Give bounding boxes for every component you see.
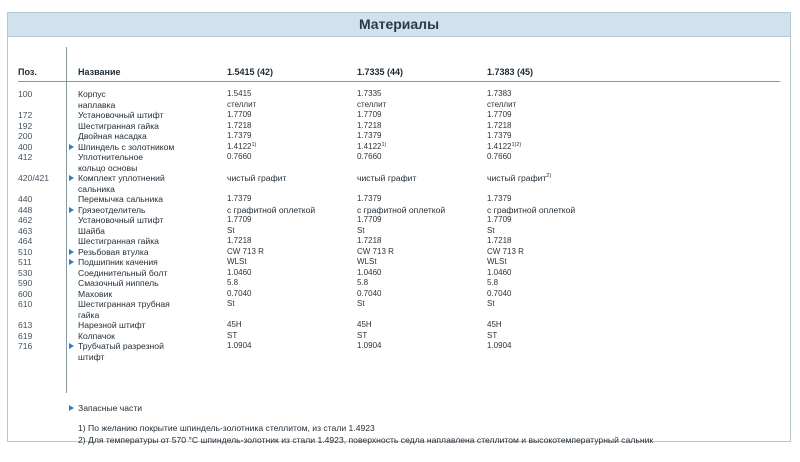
- row-v2: 45H: [357, 320, 372, 329]
- row-v2: 1.7218: [357, 236, 382, 245]
- row-name: Установочный штифт: [78, 215, 164, 225]
- row-v3: 1.0904: [487, 341, 512, 350]
- table-row: [8, 142, 790, 153]
- spare-part-arrow-icon: [69, 207, 74, 213]
- row-name: Маховик: [78, 288, 113, 299]
- row-position: 462: [18, 215, 33, 225]
- row-v2: 1.7709: [357, 110, 382, 119]
- row-name: Шестигранная гайка: [78, 236, 159, 246]
- row-v1: 1.7709: [227, 215, 252, 224]
- row-v3: CW 713 R: [487, 246, 524, 256]
- row-v3: St: [487, 225, 495, 235]
- spare-part-arrow-icon: [69, 249, 74, 255]
- row-v3: 1.7709: [487, 215, 512, 224]
- row-name: Двойная насадка: [78, 131, 147, 141]
- row-name: Соединительный болт: [78, 267, 168, 278]
- row-v1: St: [227, 299, 235, 308]
- row-v2: 1.7335 стеллит: [357, 89, 387, 109]
- row-name: Резьбовая втулка: [78, 246, 149, 257]
- row-name: Колпачок: [78, 330, 115, 341]
- row-position: 530: [18, 267, 33, 278]
- row-v1: CW 713 R: [227, 246, 264, 256]
- row-v1: чистый графит: [227, 173, 287, 183]
- row-name: Корпус наплавка: [78, 89, 116, 110]
- table-row: [8, 341, 790, 362]
- spare-part-arrow-icon: [69, 405, 74, 411]
- row-position: 511: [18, 257, 32, 267]
- row-v2: CW 713 R: [357, 246, 394, 256]
- row-v3: 1.7383 стеллит: [487, 89, 517, 109]
- table-row: [8, 289, 790, 300]
- row-position: 464: [18, 236, 33, 246]
- row-v3: 1.7218: [487, 120, 512, 130]
- table-row: [8, 173, 790, 194]
- row-position: 440: [18, 194, 33, 204]
- row-position: 716: [18, 341, 33, 351]
- row-v2: 0.7040: [357, 288, 382, 298]
- row-v3: WLSt: [487, 257, 507, 266]
- spare-part-arrow-icon: [69, 175, 74, 181]
- table-row: [8, 152, 790, 173]
- header-divider: [18, 81, 780, 82]
- table-row: [8, 331, 790, 342]
- table-row: [8, 110, 790, 121]
- spare-part-arrow-icon: [69, 144, 74, 150]
- row-v1: ST: [227, 330, 238, 340]
- table-row: [8, 121, 790, 132]
- row-v2: 1.0460: [357, 267, 382, 277]
- row-v2: 1.7379: [357, 194, 382, 203]
- table-row: [8, 247, 790, 258]
- row-v3: 0.7040: [487, 288, 512, 298]
- page-title: Материалы: [8, 13, 790, 37]
- row-v1: 1.0904: [227, 341, 252, 350]
- row-v1: 1.7379: [227, 194, 252, 203]
- row-position: 200: [18, 131, 33, 141]
- row-name: Установочный штифт: [78, 110, 164, 120]
- table-row: [8, 215, 790, 226]
- row-name: Шестигранная трубная гайка: [78, 299, 170, 320]
- row-v1: 0.7660: [227, 152, 252, 161]
- row-position: 400: [18, 141, 33, 152]
- table-row: [8, 226, 790, 237]
- row-position: 192: [18, 120, 33, 131]
- row-position: 463: [18, 225, 33, 236]
- row-v3: 1.7218: [487, 236, 512, 245]
- spare-part-arrow-icon: [69, 259, 74, 265]
- row-v1: 5.8: [227, 278, 239, 287]
- row-v3: 5.8: [487, 278, 499, 287]
- row-v3: с графитной оплеткой: [487, 204, 576, 215]
- row-v1: St: [227, 225, 235, 235]
- footnote-1: 1) По желанию покрытие шпиндель-золотника стеллитом, из стали 1.4923: [78, 423, 375, 433]
- row-v1: 0.7040: [227, 288, 252, 298]
- row-v1: 1.7218: [227, 120, 252, 130]
- row-v3: 1.7709: [487, 110, 512, 119]
- row-v2: чистый графит: [357, 173, 417, 183]
- legend-label: Запасные части: [78, 403, 143, 413]
- row-v3: 1.0460: [487, 267, 512, 277]
- row-position: 590: [18, 278, 33, 288]
- row-position: 610: [18, 299, 33, 309]
- row-v2: с графитной оплеткой: [357, 204, 446, 215]
- header-pos: Поз.: [18, 67, 37, 77]
- row-position: 600: [18, 288, 33, 299]
- row-name: Шестигранная гайка: [78, 120, 159, 131]
- row-v2: WLSt: [357, 257, 377, 266]
- row-v3: 45H: [487, 320, 502, 329]
- spare-part-arrow-icon: [69, 343, 74, 349]
- row-name: Нарезной штифт: [78, 320, 146, 330]
- row-position: 100: [18, 89, 33, 99]
- materials-table: [8, 89, 790, 362]
- row-v2: 1.7218: [357, 120, 382, 130]
- row-v1: 1.5415 стеллит: [227, 89, 257, 109]
- header-col2: 1.7335 (44): [357, 67, 404, 77]
- table-row: [8, 131, 790, 142]
- row-v2: 0.7660: [357, 152, 382, 161]
- table-row: [8, 194, 790, 205]
- row-v1: 1.7709: [227, 110, 252, 119]
- row-position: 412: [18, 152, 33, 162]
- row-name: Перемычка сальника: [78, 194, 164, 204]
- row-name: Трубчатый разрезной штифт: [78, 341, 164, 362]
- table-row: [8, 257, 790, 268]
- row-position: 613: [18, 320, 33, 330]
- row-position: 448: [18, 204, 33, 215]
- row-v3: $1.4122^{1)2)}$: [487, 141, 522, 151]
- row-name: Уплотнительное кольцо основы: [78, 152, 144, 173]
- table-row: [8, 278, 790, 289]
- table-row: [8, 268, 790, 279]
- row-v1: 1.7379: [227, 131, 252, 140]
- row-name: Шпиндель с золотником: [78, 141, 175, 152]
- table-row: [8, 320, 790, 331]
- row-v1: 1.7218: [227, 236, 252, 245]
- row-position: 172: [18, 110, 33, 120]
- row-v3: 1.7379: [487, 131, 512, 140]
- row-v2: 1.0904: [357, 341, 382, 350]
- table-row: [8, 89, 790, 110]
- row-v2: 1.4122$^{1)}$: [357, 141, 387, 151]
- row-position: 420/421: [18, 173, 50, 183]
- footnote-2: 2) Для температуры от 570 °C шпиндель-золотник из стали 1.4923, поверхность седла наплавлена стеллитом и высокотемпературный сальник: [78, 435, 654, 445]
- row-v2: 1.7379: [357, 131, 382, 140]
- table-row: [8, 299, 790, 320]
- row-v3: чистый графит$^{2)}$: [487, 173, 552, 183]
- header-col1: 1.5415 (42): [227, 67, 274, 77]
- row-v1: 1.0460: [227, 267, 252, 277]
- row-name: Подшипник качения: [78, 257, 158, 267]
- row-v1: 1.4122$^{1)}$: [227, 141, 257, 151]
- materials-panel: [7, 12, 791, 445]
- row-v2: St: [357, 225, 365, 235]
- row-v2: ST: [357, 330, 368, 340]
- header-name: Название: [78, 67, 121, 77]
- row-v3: 0.7660: [487, 152, 512, 161]
- row-v2: 5.8: [357, 278, 369, 287]
- row-v3: 1.7379: [487, 194, 512, 203]
- table-row: [8, 236, 790, 247]
- row-position: 619: [18, 330, 33, 341]
- row-v2: 1.7709: [357, 215, 382, 224]
- row-v3: ST: [487, 330, 498, 340]
- row-position: 510: [18, 246, 33, 257]
- header-col3: 1.7383 (45): [487, 67, 534, 77]
- row-v2: St: [357, 299, 365, 308]
- row-name: Смазочный ниппель: [78, 278, 159, 288]
- row-v1: с графитной оплеткой: [227, 204, 316, 215]
- row-v3: St: [487, 299, 495, 308]
- row-name: Грязеотделитель: [78, 204, 146, 215]
- legend: [66, 403, 142, 413]
- row-v1: WLSt: [227, 257, 247, 266]
- row-name: Комплект уплотнений сальника: [78, 173, 165, 194]
- row-v1: 45H: [227, 320, 242, 329]
- table-row: [8, 205, 790, 216]
- row-name: Шайба: [78, 225, 105, 236]
